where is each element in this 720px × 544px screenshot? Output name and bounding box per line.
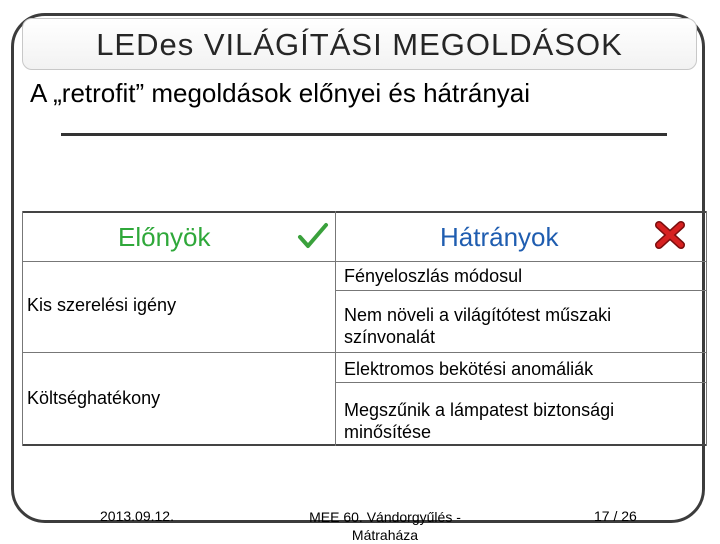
con-item: Elektromos bekötési anomáliák: [344, 359, 594, 379]
table-divider-right: [706, 211, 707, 446]
table-divider-middle: [335, 211, 336, 446]
title-banner: [22, 18, 697, 70]
table-row-divider-cons-3: [335, 382, 707, 383]
x-icon: [654, 220, 686, 250]
footer-event-line1: MEE 60. Vándorgyűlés -: [309, 509, 461, 525]
con-item: Megszűnik a lámpatest biztonsági minősítése: [344, 400, 615, 442]
footer-date: 2013.09.12.: [100, 508, 174, 524]
cons-header: Hátrányok: [440, 222, 559, 252]
subtitle-underline: [61, 133, 667, 136]
table-divider-left: [22, 211, 23, 446]
table-row-divider-middle: [22, 352, 707, 353]
footer-page-current: 17: [594, 508, 610, 524]
check-icon: [297, 222, 329, 250]
table-row-divider-cons-1: [335, 290, 707, 291]
footer-page-total: 26: [621, 508, 637, 524]
footer-page-separator: /: [609, 508, 622, 524]
slide-title: LEDes VILÁGÍTÁSI MEGOLDÁSOK: [96, 27, 623, 62]
slide-subtitle: A „retrofit” megoldások előnyei és hátrányai: [30, 78, 531, 108]
footer-page-number: [594, 508, 637, 524]
pros-header: Előnyök: [118, 222, 211, 252]
pro-item: Kis szerelési igény: [27, 295, 177, 315]
footer-event-line2: Mátraháza: [351, 527, 419, 543]
table-header-divider: [22, 261, 707, 262]
pro-item: Költséghatékony: [27, 388, 161, 408]
footer-event: [285, 508, 485, 544]
con-item: Fényeloszlás módosul: [344, 266, 523, 286]
con-item: Nem növeli a világítótest műszaki színvonalát: [344, 305, 612, 347]
